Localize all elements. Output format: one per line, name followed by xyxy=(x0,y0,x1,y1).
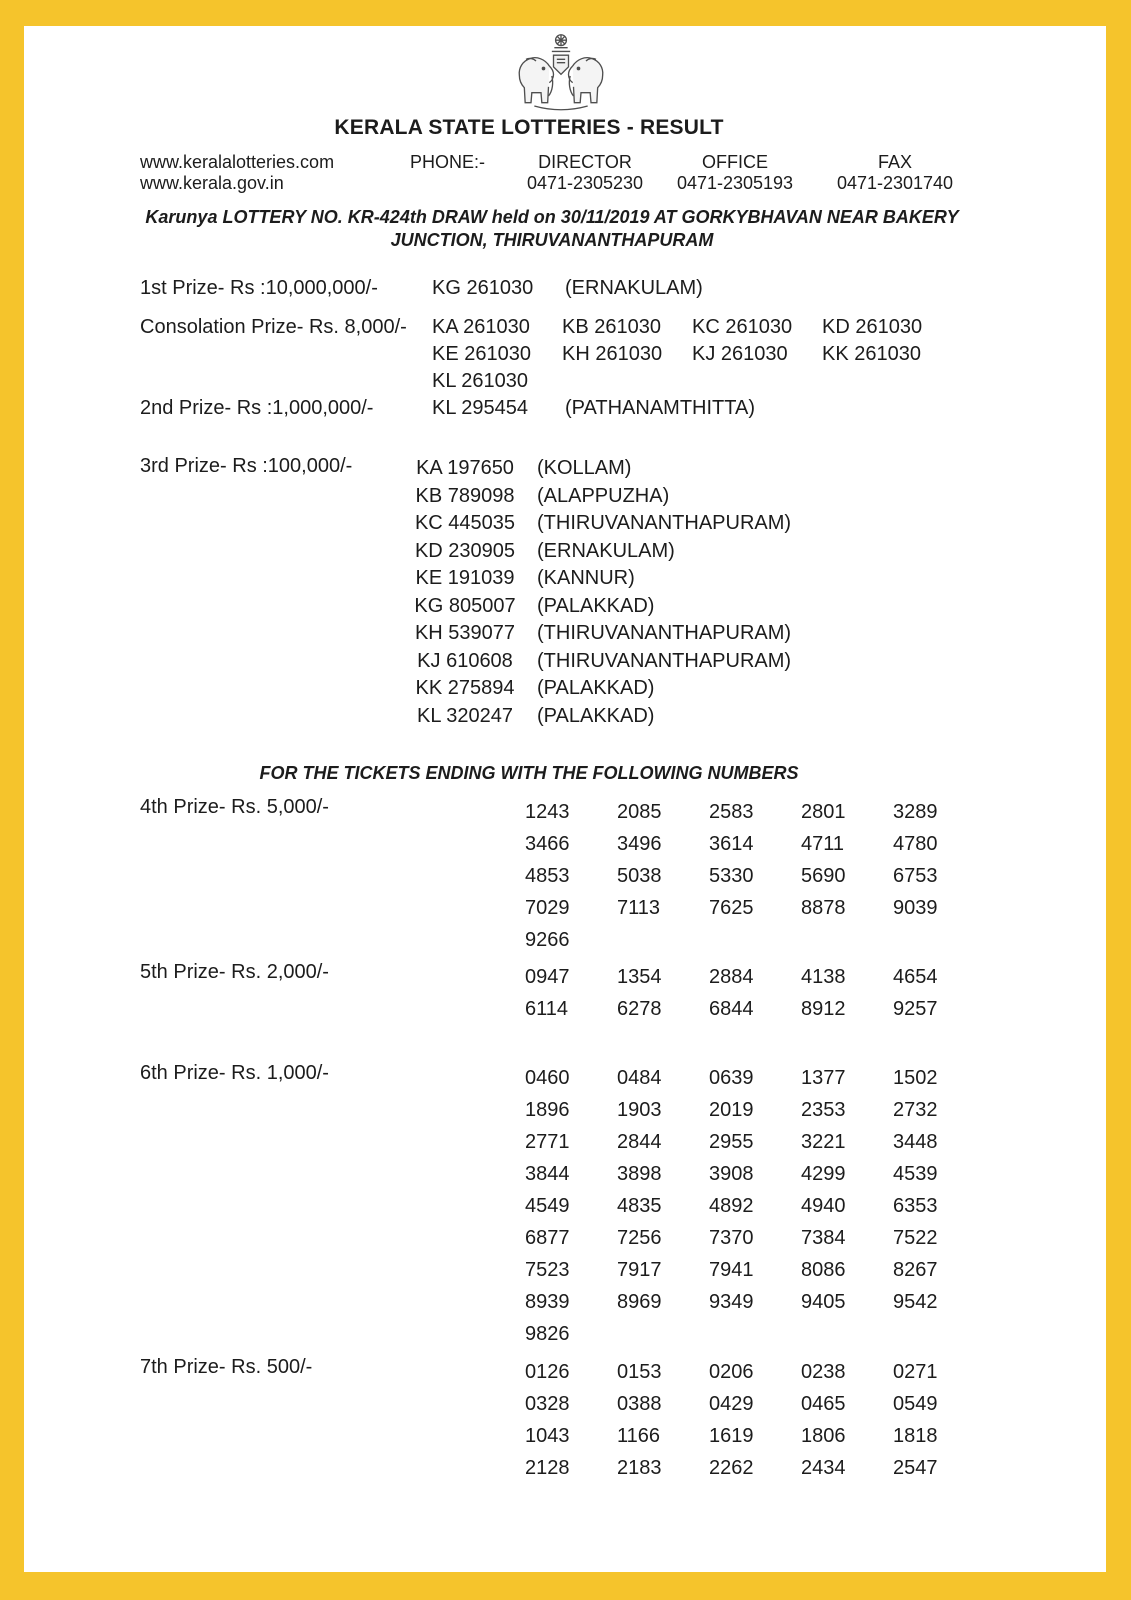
ending-number: 1903 xyxy=(617,1099,662,1121)
ending-number: 0328 xyxy=(525,1393,570,1415)
website-kerala-gov: www.kerala.gov.in xyxy=(140,173,284,193)
third-prize-winner-list xyxy=(410,455,791,730)
third-prize-winner xyxy=(410,565,791,593)
ending-number: 8912 xyxy=(801,998,846,1020)
consolation-tickets-grid xyxy=(432,314,952,395)
ending-number: 9349 xyxy=(709,1291,754,1313)
ending-number: 2019 xyxy=(709,1099,754,1121)
ending-number: 2434 xyxy=(801,1457,846,1479)
ticket-location: (KANNUR) xyxy=(537,567,635,589)
ending-number: 4892 xyxy=(709,1195,754,1217)
ending-number: 2547 xyxy=(893,1457,938,1479)
ending-number: 1896 xyxy=(525,1099,570,1121)
ending-number: 3844 xyxy=(525,1163,570,1185)
ticket-number: KK 275894 xyxy=(415,677,515,699)
ending-number: 7941 xyxy=(709,1259,754,1281)
third-prize-winner xyxy=(410,455,791,483)
contact-director-label: DIRECTOR xyxy=(538,152,632,172)
third-prize-winner xyxy=(410,703,791,731)
ticket-location: (THIRUVANANTHAPURAM) xyxy=(537,512,792,534)
ending-number: 0271 xyxy=(893,1361,938,1383)
second-prize-label: 2nd Prize- Rs :1,000,000/- xyxy=(140,397,374,419)
ending-number: 1166 xyxy=(617,1425,661,1447)
fourth-prize-label: 4th Prize- Rs. 5,000/- xyxy=(140,796,329,818)
ticket-location: (PALAKKAD) xyxy=(537,677,655,699)
ending-number: 6353 xyxy=(893,1195,938,1217)
ending-number: 0388 xyxy=(617,1393,662,1415)
ticket-location: (KOLLAM) xyxy=(537,457,632,479)
ending-number: 0639 xyxy=(709,1067,754,1089)
ending-number: 4654 xyxy=(893,966,938,988)
ending-number: 7113 xyxy=(617,897,661,919)
consolation-ticket: KK 261030 xyxy=(822,343,921,365)
third-prize-winner xyxy=(410,593,791,621)
ending-number: 1619 xyxy=(709,1425,754,1447)
ending-number: 1354 xyxy=(617,966,662,988)
ending-numbers-heading: FOR THE TICKETS ENDING WITH THE FOLLOWING NUMBERS xyxy=(259,763,799,783)
ticket-location: (ERNAKULAM) xyxy=(537,539,675,562)
consolation-prize-row xyxy=(24,314,1034,395)
ending-number: 9826 xyxy=(525,1323,570,1345)
ending-number: 7384 xyxy=(801,1227,846,1249)
ending-number: 2955 xyxy=(709,1131,754,1153)
ending-number: 4853 xyxy=(525,865,570,887)
ending-number: 1806 xyxy=(801,1425,846,1447)
ending-number: 2183 xyxy=(617,1457,662,1479)
ending-number: 0153 xyxy=(617,1361,662,1383)
fourth-prize-numbers xyxy=(525,796,985,956)
ending-number: 7029 xyxy=(525,897,570,919)
draw-info-line-1: Karunya LOTTERY NO. KR-424th DRAW held on 30/11/2019 AT GORKYBHAVAN NEAR BAKERY xyxy=(145,207,959,227)
ending-number: 3466 xyxy=(525,833,570,855)
fifth-prize-row xyxy=(24,961,1034,1025)
consolation-prize-label: Consolation Prize- Rs. 8,000/- xyxy=(140,316,407,338)
ending-number: 0429 xyxy=(709,1393,754,1415)
ticket-location: (THIRUVANANTHAPURAM) xyxy=(537,649,792,672)
consolation-ticket: KJ 261030 xyxy=(692,343,788,365)
consolation-ticket: KC 261030 xyxy=(692,316,793,338)
sixth-prize-row xyxy=(24,1062,1034,1350)
ending-number: 4138 xyxy=(801,966,846,988)
ending-number: 0206 xyxy=(709,1361,754,1383)
seventh-prize-numbers xyxy=(525,1356,985,1484)
ending-number: 0460 xyxy=(525,1067,570,1089)
first-prize-ticket: KG 261030 xyxy=(432,277,534,299)
ending-number: 5690 xyxy=(801,865,846,887)
website-keralalotteries: www.keralalotteries.com xyxy=(140,152,335,172)
ticket-number: KG 805007 xyxy=(414,594,516,617)
ending-number: 7256 xyxy=(617,1227,662,1249)
ending-number: 8267 xyxy=(893,1259,938,1281)
ending-number: 4835 xyxy=(617,1195,662,1217)
contact-office-label: OFFICE xyxy=(702,152,768,172)
ending-number: 2085 xyxy=(617,801,662,823)
ending-number: 3221 xyxy=(801,1131,846,1153)
ending-number: 4299 xyxy=(801,1163,846,1185)
ending-number: 2583 xyxy=(709,801,754,823)
third-prize-winner xyxy=(410,620,791,648)
ending-number: 2771 xyxy=(525,1131,570,1153)
fourth-prize-row xyxy=(24,796,1034,956)
ending-number: 8969 xyxy=(617,1291,662,1313)
ending-number: 0465 xyxy=(801,1393,846,1415)
consolation-ticket: KL 261030 xyxy=(432,370,529,392)
ending-number: 7523 xyxy=(525,1259,570,1281)
page-title: KERALA STATE LOTTERIES - RESULT xyxy=(334,116,724,139)
seventh-prize-label: 7th Prize- Rs. 500/- xyxy=(140,1356,313,1378)
fifth-prize-numbers xyxy=(525,961,985,1025)
ending-number: 2128 xyxy=(525,1457,570,1479)
third-prize-winner xyxy=(410,648,791,676)
contact-fax-number: 0471-2301740 xyxy=(836,173,954,193)
contact-fax xyxy=(810,152,980,194)
ending-number: 8939 xyxy=(525,1291,570,1313)
ending-number: 3289 xyxy=(893,801,938,823)
ending-number: 7522 xyxy=(893,1227,938,1249)
ticket-number: KJ 610608 xyxy=(417,649,513,672)
ending-number: 8086 xyxy=(801,1259,846,1281)
ending-number: 4780 xyxy=(893,833,938,855)
consolation-ticket: KD 261030 xyxy=(822,316,923,338)
ticket-number: KE 191039 xyxy=(415,567,515,589)
emblem-container xyxy=(24,28,1034,114)
ending-number: 9039 xyxy=(893,897,938,919)
ending-number: 2262 xyxy=(709,1457,754,1479)
ticket-location: (PALAKKAD) xyxy=(537,704,655,727)
first-prize-location: (ERNAKULAM) xyxy=(565,277,703,299)
ending-number: 6877 xyxy=(525,1227,570,1249)
ticket-number: KH 539077 xyxy=(414,622,516,644)
ending-number: 7625 xyxy=(709,897,754,919)
third-prize-label: 3rd Prize- Rs :100,000/- xyxy=(140,455,353,477)
ending-number: 6114 xyxy=(525,998,569,1020)
ending-number: 9266 xyxy=(525,929,570,951)
draw-info-line-2: JUNCTION, THIRUVANANTHAPURAM xyxy=(390,230,714,250)
ending-number: 1502 xyxy=(893,1067,938,1089)
ticket-location: (PALAKKAD) xyxy=(537,594,655,617)
contact-director-number: 0471-2305230 xyxy=(526,173,644,193)
ending-number: 4549 xyxy=(525,1195,570,1217)
ending-number: 8878 xyxy=(801,897,846,919)
ending-number: 4539 xyxy=(893,1163,938,1185)
ending-number: 0549 xyxy=(893,1393,938,1415)
ending-number: 3448 xyxy=(893,1131,938,1153)
ending-number: 6278 xyxy=(617,998,662,1020)
ticket-number: KB 789098 xyxy=(415,484,515,507)
ending-number: 1043 xyxy=(525,1425,570,1447)
ending-number: 7370 xyxy=(709,1227,754,1249)
ending-number: 0484 xyxy=(617,1067,662,1089)
first-prize-label: 1st Prize- Rs :10,000,000/- xyxy=(140,277,378,299)
ending-number: 3898 xyxy=(617,1163,662,1185)
consolation-ticket: KE 261030 xyxy=(432,343,531,365)
ending-number: 2884 xyxy=(709,966,754,988)
ticket-number: KL 320247 xyxy=(416,704,513,727)
contact-info-row xyxy=(24,152,1034,194)
contact-director xyxy=(510,152,660,194)
seventh-prize-row xyxy=(24,1356,1034,1484)
ending-number: 2353 xyxy=(801,1099,846,1121)
ticket-number: KC 445035 xyxy=(414,512,516,534)
fifth-prize-label: 5th Prize- Rs. 2,000/- xyxy=(140,961,329,983)
ticket-location: (THIRUVANANTHAPURAM) xyxy=(537,622,792,644)
third-prize-winner xyxy=(410,675,791,703)
third-prize-winner xyxy=(410,538,791,566)
ending-number: 5330 xyxy=(709,865,754,887)
ending-number: 4940 xyxy=(801,1195,846,1217)
first-prize-row xyxy=(24,277,1034,300)
ending-number: 3614 xyxy=(709,833,754,855)
ending-number: 3496 xyxy=(617,833,662,855)
second-prize-ticket: KL 295454 xyxy=(432,397,529,419)
ending-number: 1243 xyxy=(525,801,570,823)
ending-number: 0126 xyxy=(525,1361,570,1383)
ending-number: 6753 xyxy=(893,865,938,887)
ticket-number: KD 230905 xyxy=(414,539,516,562)
sixth-prize-numbers xyxy=(525,1062,985,1350)
consolation-ticket: KA 261030 xyxy=(432,316,530,338)
second-prize-location: (PATHANAMTHITTA) xyxy=(565,397,755,419)
draw-info xyxy=(70,206,1034,252)
sixth-prize-label: 6th Prize- Rs. 1,000/- xyxy=(140,1062,329,1084)
ending-number: 9542 xyxy=(893,1291,938,1313)
third-prize-row xyxy=(24,455,1034,730)
ending-number: 6844 xyxy=(709,998,754,1020)
third-prize-winner xyxy=(410,483,791,511)
ticket-number: KA 197650 xyxy=(416,457,514,479)
ending-number: 1818 xyxy=(893,1425,938,1447)
ending-number: 4711 xyxy=(801,833,845,855)
contact-office xyxy=(660,152,810,194)
ending-number: 7917 xyxy=(617,1259,662,1281)
ending-number: 9405 xyxy=(801,1291,846,1313)
ticket-location: (ALAPPUZHA) xyxy=(537,484,670,507)
second-prize-row xyxy=(24,395,1034,422)
contact-office-number: 0471-2305193 xyxy=(676,173,794,193)
website-links xyxy=(140,152,390,194)
ending-number: 1377 xyxy=(801,1067,846,1089)
ending-number: 0238 xyxy=(801,1361,846,1383)
kerala-state-emblem-icon xyxy=(511,28,611,114)
consolation-ticket: KH 261030 xyxy=(562,343,663,365)
ending-number: 3908 xyxy=(709,1163,754,1185)
third-prize-winner xyxy=(410,510,791,538)
contact-fax-label: FAX xyxy=(877,152,912,172)
consolation-ticket: KB 261030 xyxy=(562,316,661,338)
phone-label: PHONE:- xyxy=(410,152,486,172)
ending-number: 2844 xyxy=(617,1131,662,1153)
ending-number: 5038 xyxy=(617,865,662,887)
ending-number: 0947 xyxy=(525,966,570,988)
page-content xyxy=(24,28,1034,1484)
ending-number: 9257 xyxy=(893,998,938,1020)
ending-number: 2801 xyxy=(801,801,846,823)
ending-number: 2732 xyxy=(893,1099,938,1121)
